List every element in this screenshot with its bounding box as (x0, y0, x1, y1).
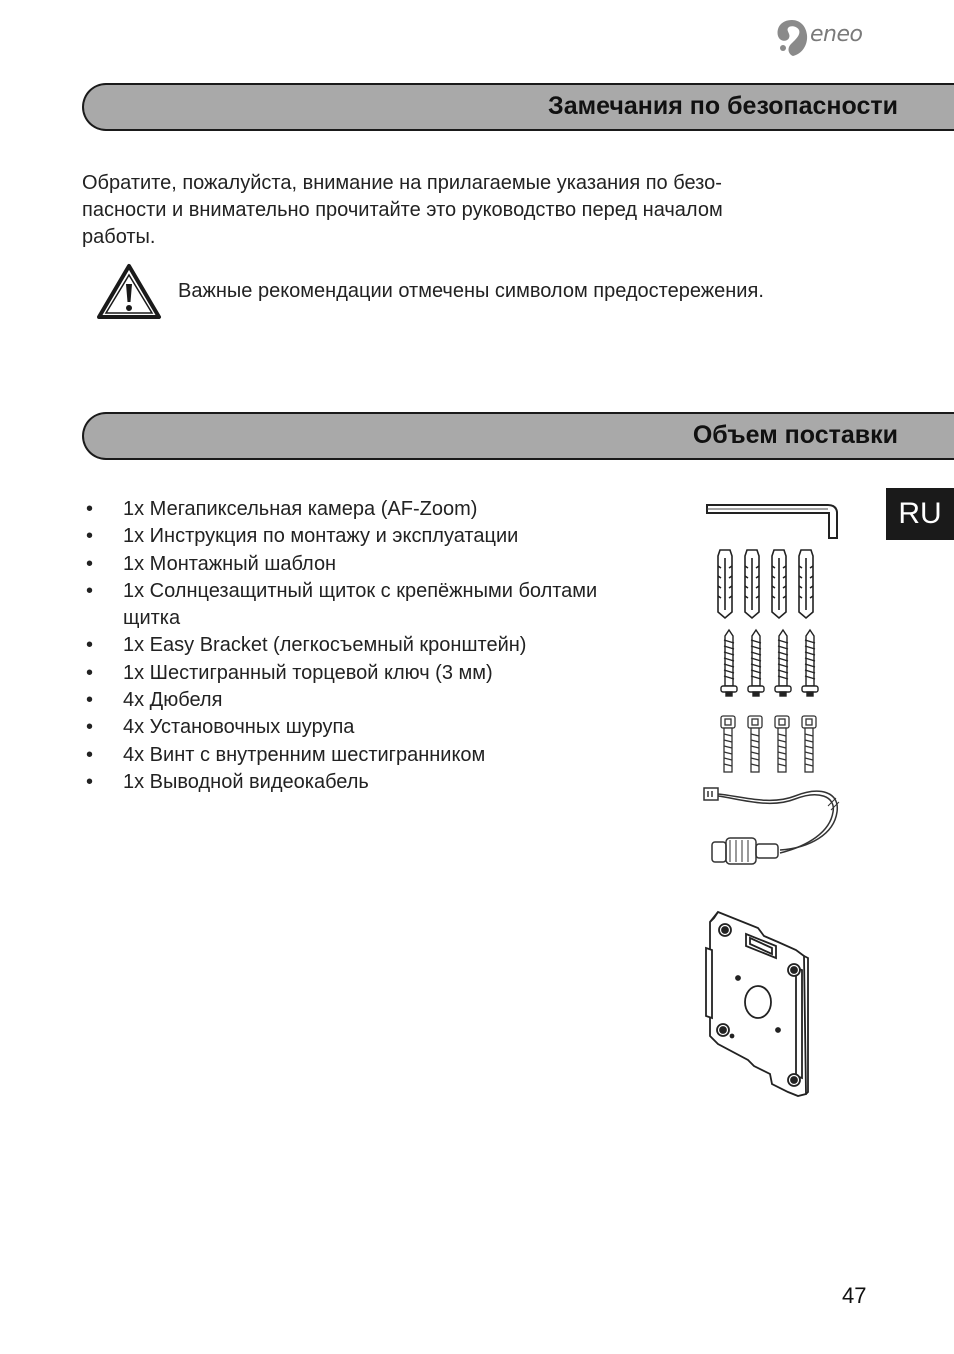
hex-key-illustration (704, 500, 844, 542)
eneo-logo-icon (775, 18, 809, 58)
supply-section-title: Объем поставки (692, 421, 898, 449)
mounting-screws-illustration (720, 628, 832, 700)
hex-socket-screws-illustration (718, 714, 830, 776)
language-tab: RU (886, 488, 954, 540)
list-item: • 1x Солнцезащитный щиток с крепёжными болтами щитка (86, 578, 626, 633)
warning-triangle-icon (96, 262, 162, 320)
wall-plugs-illustration (712, 546, 832, 620)
eneo-logo (775, 18, 885, 58)
list-item: • 1x Мегапиксельная камера (AF-Zoom) (86, 496, 626, 523)
safety-section-header (82, 83, 954, 131)
safety-intro-line: пасности и внимательно прочитайте это руководство перед началом (82, 199, 723, 221)
list-item: • 1x Выводной видеокабель (86, 769, 626, 796)
list-item: • 1x Шестигранный торцевой ключ (3 мм) (86, 660, 626, 687)
supply-section-header (82, 412, 954, 460)
safety-section-title: Замечания по безопасности (548, 92, 898, 120)
warning-text: Важные рекомендации отмечены символом предостережения. (178, 280, 764, 302)
page-number: 47 (842, 1283, 867, 1308)
list-item: • 4x Дюбеля (86, 687, 626, 714)
video-cable-illustration (700, 782, 845, 868)
eneo-logo-text: eneo (810, 22, 863, 47)
list-item: • 1x Монтажный шаблон (86, 551, 626, 578)
list-item: • 1x Инструкция по монтажу и эксплуатации (86, 523, 626, 550)
safety-intro-line: Обратите, пожалуйста, внимание на прилагаемые указания по безо- (82, 172, 722, 194)
supply-list (86, 496, 626, 796)
list-item: • 4x Винт с внутренним шестигранником (86, 742, 626, 769)
easy-bracket-illustration (700, 908, 814, 1100)
safety-intro-line: работы. (82, 226, 156, 248)
safety-intro (82, 170, 862, 251)
list-item: • 4x Установочных шурупа (86, 714, 626, 741)
list-item: • 1x Easy Bracket (легкосъемный кронштейн) (86, 632, 626, 659)
